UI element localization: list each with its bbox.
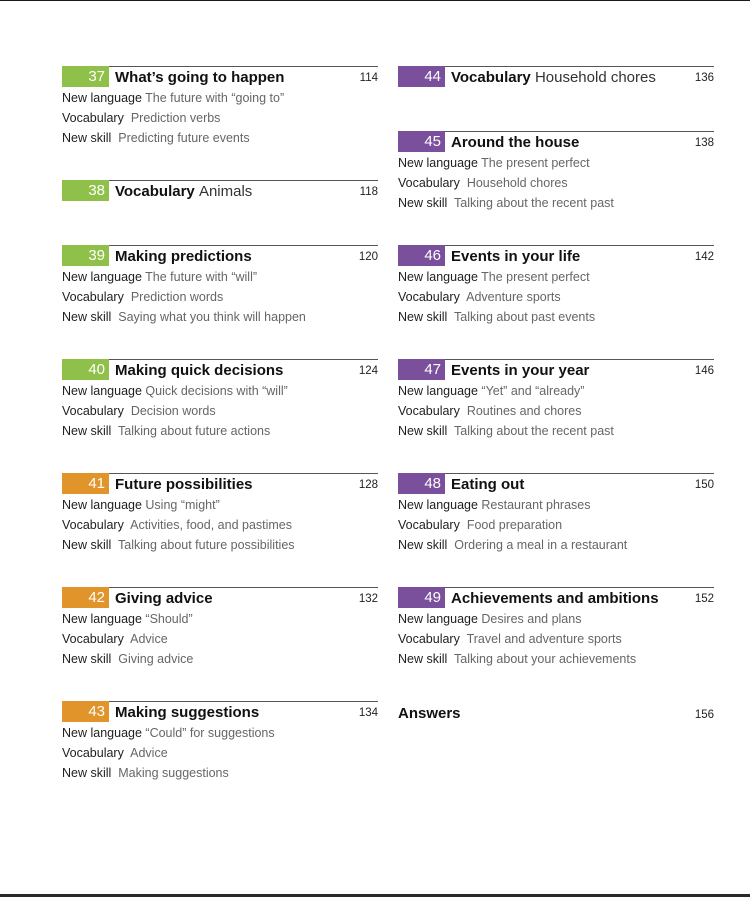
new-language-row: New language Using “might” bbox=[62, 498, 220, 512]
page-number: 118 bbox=[359, 186, 378, 198]
unit-number-badge: 45 bbox=[398, 131, 445, 152]
entry-title: Making suggestions bbox=[115, 704, 260, 721]
entry-title: Future possibilities bbox=[115, 476, 253, 493]
top-rule bbox=[0, 0, 750, 1]
toc-entry-47[interactable] bbox=[398, 359, 714, 441]
entry-header bbox=[398, 359, 714, 381]
page-number: 120 bbox=[358, 251, 378, 263]
unit-number-badge: 44 bbox=[398, 66, 445, 87]
unit-number-badge: 48 bbox=[398, 473, 445, 494]
vocabulary-row: Vocabulary Food preparation bbox=[398, 518, 563, 532]
new-skill-row: New skill Ordering a meal in a restaurant bbox=[398, 538, 628, 552]
new-language-row: New language The future with “will” bbox=[62, 270, 258, 284]
vocabulary-row: Vocabulary Advice bbox=[62, 632, 168, 646]
unit-number-badge: 46 bbox=[398, 245, 445, 266]
vocabulary-row: Vocabulary Advice bbox=[62, 746, 168, 760]
new-language-row: New language The present perfect bbox=[398, 156, 590, 170]
new-language-row: New language Desires and plans bbox=[398, 612, 582, 626]
new-language-row: New language Restaurant phrases bbox=[398, 498, 591, 512]
page-number: 136 bbox=[694, 72, 714, 84]
toc-entry-37[interactable] bbox=[62, 66, 378, 148]
entry-header bbox=[398, 131, 714, 153]
entry-title: Eating out bbox=[451, 476, 525, 493]
vocabulary-row: Vocabulary Decision words bbox=[62, 404, 216, 418]
vocabulary-row: Vocabulary Prediction words bbox=[62, 290, 224, 304]
toc-entry-42[interactable] bbox=[62, 587, 378, 669]
new-language-row: New language The present perfect bbox=[398, 270, 590, 284]
answers-title: Answers bbox=[398, 705, 461, 722]
entry-title: Events in your year bbox=[451, 362, 590, 379]
toc-entry-48[interactable] bbox=[398, 473, 714, 555]
vocabulary-row: Vocabulary Household chores bbox=[398, 176, 568, 190]
entry-title: Giving advice bbox=[115, 590, 213, 607]
entry-header bbox=[398, 587, 714, 609]
new-language-row: New language Quick decisions with “will” bbox=[62, 384, 288, 398]
page-number: 138 bbox=[694, 137, 714, 149]
new-skill-row: New skill Talking about the recent past bbox=[398, 424, 614, 438]
page-number: 114 bbox=[359, 72, 378, 84]
toc-entry-45[interactable] bbox=[398, 131, 714, 213]
unit-number-badge: 37 bbox=[62, 66, 109, 87]
unit-number-badge: 49 bbox=[398, 587, 445, 608]
new-skill-row: New skill Predicting future events bbox=[62, 131, 250, 145]
entry-header bbox=[62, 473, 378, 495]
new-skill-row: New skill Making suggestions bbox=[62, 766, 229, 780]
answers-page-number: 156 bbox=[694, 709, 714, 721]
page-number: 124 bbox=[358, 365, 378, 377]
page-number: 146 bbox=[694, 365, 714, 377]
entry-title: Making quick decisions bbox=[115, 362, 284, 379]
entry-header bbox=[398, 66, 714, 88]
page-number: 142 bbox=[694, 251, 714, 263]
new-language-row: New language “Could” for suggestions bbox=[62, 726, 275, 740]
toc-entry-41[interactable] bbox=[62, 473, 378, 555]
new-language-row: New language “Should” bbox=[62, 612, 193, 626]
entry-title: Vocabulary Animals bbox=[115, 183, 253, 200]
entry-header bbox=[62, 701, 378, 723]
page-number: 152 bbox=[694, 593, 714, 605]
new-skill-row: New skill Talking about your achievements bbox=[398, 652, 637, 666]
new-skill-row: New skill Talking about the recent past bbox=[398, 196, 614, 210]
unit-number-badge: 38 bbox=[62, 180, 109, 201]
entry-title: Events in your life bbox=[451, 248, 581, 265]
new-skill-row: New skill Talking about future possibilities bbox=[62, 538, 295, 552]
toc-entry-46[interactable] bbox=[398, 245, 714, 327]
vocabulary-row: Vocabulary Travel and adventure sports bbox=[398, 632, 622, 646]
toc-entry-44[interactable] bbox=[398, 66, 714, 88]
vocabulary-row: Vocabulary Prediction verbs bbox=[62, 111, 221, 125]
new-skill-row: New skill Saying what you think will happen bbox=[62, 310, 306, 324]
new-skill-row: New skill Giving advice bbox=[62, 652, 194, 666]
page-number: 134 bbox=[358, 707, 378, 719]
unit-number-badge: 39 bbox=[62, 245, 109, 266]
entry-title: Making predictions bbox=[115, 248, 252, 265]
unit-number-badge: 41 bbox=[62, 473, 109, 494]
new-language-row: New language The future with “going to” bbox=[62, 91, 285, 105]
entry-title: Around the house bbox=[451, 134, 580, 151]
unit-number-badge: 40 bbox=[62, 359, 109, 380]
toc-entry-38[interactable] bbox=[62, 180, 378, 202]
new-skill-row: New skill Talking about future actions bbox=[62, 424, 271, 438]
entry-header bbox=[62, 587, 378, 609]
entry-header bbox=[398, 245, 714, 267]
entry-title: What’s going to happen bbox=[115, 69, 285, 86]
toc-entry-39[interactable] bbox=[62, 245, 378, 327]
vocabulary-row: Vocabulary Adventure sports bbox=[398, 290, 561, 304]
entry-header bbox=[62, 359, 378, 381]
unit-number-badge: 43 bbox=[62, 701, 109, 722]
entry-title: Achievements and ambitions bbox=[451, 590, 659, 607]
page-number: 132 bbox=[358, 593, 378, 605]
entry-header bbox=[398, 473, 714, 495]
page-number: 150 bbox=[694, 479, 714, 491]
toc-entry-49[interactable] bbox=[398, 587, 714, 669]
vocabulary-row: Vocabulary Activities, food, and pastimes bbox=[62, 518, 293, 532]
entry-header bbox=[62, 66, 378, 88]
vocabulary-row: Vocabulary Routines and chores bbox=[398, 404, 582, 418]
new-language-row: New language “Yet” and “already” bbox=[398, 384, 585, 398]
new-skill-row: New skill Talking about past events bbox=[398, 310, 596, 324]
toc-entry-43[interactable] bbox=[62, 701, 378, 783]
entry-header bbox=[62, 245, 378, 267]
unit-number-badge: 47 bbox=[398, 359, 445, 380]
page-number: 128 bbox=[358, 479, 378, 491]
unit-number-badge: 42 bbox=[62, 587, 109, 608]
toc-entry-40[interactable] bbox=[62, 359, 378, 441]
entry-title: Vocabulary Household chores bbox=[451, 69, 656, 86]
entry-header bbox=[62, 180, 378, 202]
